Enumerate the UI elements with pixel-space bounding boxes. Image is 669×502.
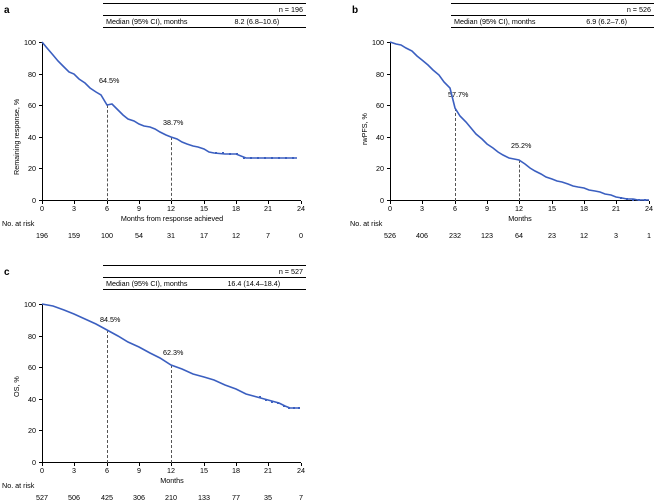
panel-b-km-curve bbox=[352, 0, 669, 215]
panel-c-y-axis-title: OS, % bbox=[12, 376, 21, 397]
panel-b-xlabel-9: 9 bbox=[485, 204, 489, 213]
panel-a-risk-9: 54 bbox=[135, 231, 143, 240]
panel-a-risk-24: 0 bbox=[299, 231, 303, 240]
panel-c-risk-15: 133 bbox=[198, 493, 210, 502]
panel-a-median-value: 8.2 (6.8–10.6) bbox=[231, 16, 306, 28]
panel-c-annotation-1: 84.5% bbox=[100, 315, 121, 324]
panel-a-xlabel-3: 3 bbox=[72, 204, 76, 213]
panel-b-xlabel-15: 15 bbox=[548, 204, 556, 213]
panel-c-xlabel-21: 21 bbox=[264, 466, 272, 475]
panel-b-risk-24: 1 bbox=[647, 231, 651, 240]
panel-c-ylabel-60: 60 bbox=[28, 363, 36, 372]
panel-a-risk-12: 31 bbox=[167, 231, 175, 240]
panel-a-ylabel-0: 0 bbox=[32, 196, 36, 205]
panel-c-risk-title: No. at risk bbox=[2, 481, 35, 490]
panel-a-risk-18: 12 bbox=[232, 231, 240, 240]
panel-b-risk-9: 123 bbox=[481, 231, 493, 240]
panel-c-ylabel-100: 100 bbox=[24, 300, 36, 309]
panel-c-xlabel-24: 24 bbox=[297, 466, 305, 475]
panel-c-risk-0: 527 bbox=[36, 493, 48, 502]
panel-a-risk-6: 100 bbox=[101, 231, 113, 240]
panel-b-y-axis-title: rwPFS, % bbox=[360, 113, 369, 145]
panel-b-xlabel-12: 12 bbox=[515, 204, 523, 213]
panel-c-risk-18: 77 bbox=[232, 493, 240, 502]
panel-b-xlabel-21: 21 bbox=[612, 204, 620, 213]
panel-b-annotation-1: 57.7% bbox=[448, 90, 469, 99]
panel-b-risk-15: 23 bbox=[548, 231, 556, 240]
panel-b-xlabel-3: 3 bbox=[420, 204, 424, 213]
panel-b-n-label: n = 526 bbox=[583, 4, 654, 16]
panel-c-xlabel-6: 6 bbox=[105, 466, 109, 475]
panel-b-ylabel-0: 0 bbox=[380, 196, 384, 205]
panel-c-km-curve bbox=[0, 262, 320, 477]
panel-a-xlabel-9: 9 bbox=[137, 204, 141, 213]
panel-c-ylabel-40: 40 bbox=[28, 395, 36, 404]
panel-a-ylabel-80: 80 bbox=[28, 70, 36, 79]
panel-b-risk-18: 12 bbox=[580, 231, 588, 240]
panel-b-xlabel-6: 6 bbox=[453, 204, 457, 213]
panel-b-xlabel-18: 18 bbox=[580, 204, 588, 213]
panel-c-risk-21: 35 bbox=[264, 493, 272, 502]
panel-c-x-axis-title: Months bbox=[160, 476, 184, 485]
panel-c-ylabel-0: 0 bbox=[32, 458, 36, 467]
panel-a-ylabel-20: 20 bbox=[28, 164, 36, 173]
panel-b-x-axis-title: Months bbox=[508, 214, 532, 223]
panel-b-median-value: 6.9 (6.2–7.6) bbox=[583, 16, 654, 28]
panel-b-ylabel-100: 100 bbox=[372, 38, 384, 47]
panel-c-xlabel-3: 3 bbox=[72, 466, 76, 475]
panel-a-annotation-1: 64.5% bbox=[99, 76, 120, 85]
panel-a-annotation-2: 38.7% bbox=[163, 118, 184, 127]
panel-c-ylabel-20: 20 bbox=[28, 426, 36, 435]
panel-c-risk-12: 210 bbox=[165, 493, 177, 502]
panel-c-risk-9: 306 bbox=[133, 493, 145, 502]
panel-c-median-value: 16.4 (14.4–18.4) bbox=[224, 278, 306, 290]
panel-a-ylabel-100: 100 bbox=[24, 38, 36, 47]
panel-a-n-label: n = 196 bbox=[231, 4, 306, 16]
panel-b-xlabel-24: 24 bbox=[645, 204, 653, 213]
panel-a-xlabel-24: 24 bbox=[297, 204, 305, 213]
panel-a-median-label: Median (95% CI), months bbox=[103, 16, 231, 28]
panel-c-n-label: n = 527 bbox=[224, 266, 306, 278]
panel-a-risk-15: 17 bbox=[200, 231, 208, 240]
panel-b-ylabel-80: 80 bbox=[376, 70, 384, 79]
panel-b-ylabel-40: 40 bbox=[376, 133, 384, 142]
panel-c-median-label: Median (95% CI), months bbox=[103, 278, 224, 290]
panel-a-y-axis-title: Remaining response, % bbox=[12, 98, 21, 175]
panel-b-risk-0: 526 bbox=[384, 231, 396, 240]
panel-b-ylabel-20: 20 bbox=[376, 164, 384, 173]
panel-a-xlabel-6: 6 bbox=[105, 204, 109, 213]
panel-c-xlabel-15: 15 bbox=[200, 466, 208, 475]
panel-a-xlabel-15: 15 bbox=[200, 204, 208, 213]
panel-c-xlabel-18: 18 bbox=[232, 466, 240, 475]
panel-a-x-axis-title: Months from response achieved bbox=[120, 214, 224, 223]
panel-c-risk-6: 425 bbox=[101, 493, 113, 502]
panel-a-risk-3: 159 bbox=[68, 231, 80, 240]
panel-a-km-curve bbox=[0, 0, 320, 215]
panel-b-risk-12: 64 bbox=[515, 231, 523, 240]
panel-c-risk-24: 7 bbox=[299, 493, 303, 502]
panel-a-xlabel-21: 21 bbox=[264, 204, 272, 213]
panel-b-risk-6: 232 bbox=[449, 231, 461, 240]
panel-b-risk-title: No. at risk bbox=[350, 219, 383, 228]
panel-b-risk-21: 3 bbox=[614, 231, 618, 240]
panel-a-risk-21: 7 bbox=[266, 231, 270, 240]
panel-b-annotation-2: 25.2% bbox=[511, 141, 532, 150]
panel-a-risk-title: No. at risk bbox=[2, 219, 35, 228]
panel-c-risk-3: 506 bbox=[68, 493, 80, 502]
panel-c-xlabel-9: 9 bbox=[137, 466, 141, 475]
panel-b-letter: b bbox=[352, 5, 359, 16]
panel-a-ylabel-60: 60 bbox=[28, 101, 36, 110]
panel-b-ylabel-60: 60 bbox=[376, 101, 384, 110]
panel-a-ylabel-40: 40 bbox=[28, 133, 36, 142]
panel-b-median-label: Median (95% CI), months bbox=[451, 16, 583, 28]
panel-c-xlabel-0: 0 bbox=[40, 466, 44, 475]
panel-c-xlabel-12: 12 bbox=[167, 466, 175, 475]
panel-a-xlabel-18: 18 bbox=[232, 204, 240, 213]
panel-b-risk-3: 406 bbox=[416, 231, 428, 240]
panel-a-letter: a bbox=[4, 5, 10, 16]
panel-c-letter: c bbox=[4, 267, 10, 278]
panel-a-risk-0: 196 bbox=[36, 231, 48, 240]
panel-c-ylabel-80: 80 bbox=[28, 332, 36, 341]
panel-a-xlabel-12: 12 bbox=[167, 204, 175, 213]
panel-c-annotation-2: 62.3% bbox=[163, 348, 184, 357]
panel-a-xlabel-0: 0 bbox=[40, 204, 44, 213]
panel-b-xlabel-0: 0 bbox=[388, 204, 392, 213]
